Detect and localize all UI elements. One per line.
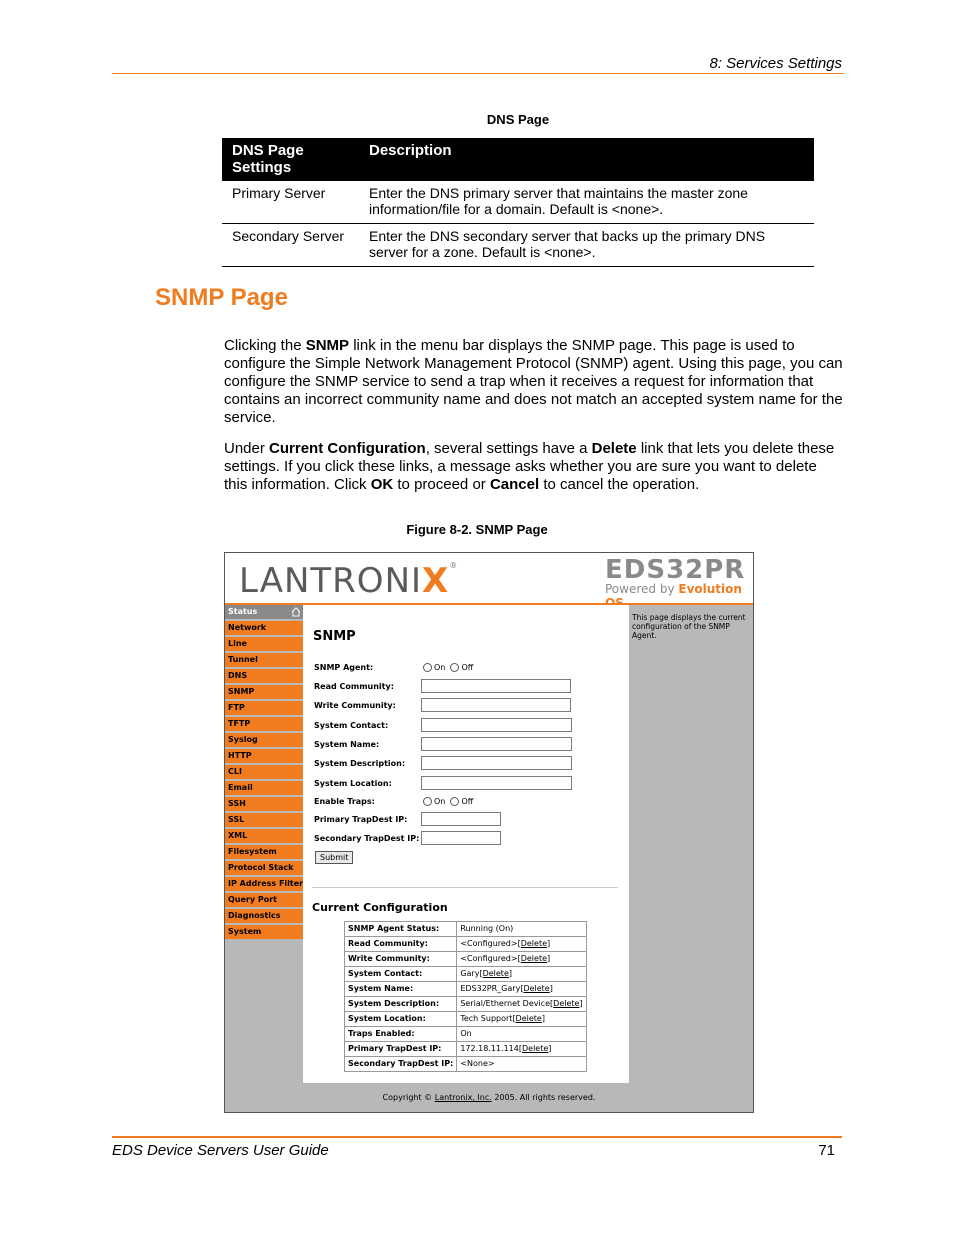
snmp-agent-off-radio[interactable]	[450, 663, 459, 672]
dns-settings-table	[222, 138, 814, 267]
divider	[312, 887, 618, 888]
table-row	[345, 922, 587, 937]
nav-item-status[interactable]: Status	[225, 605, 303, 619]
table-row	[345, 1042, 587, 1057]
config-key: Read Community:	[345, 937, 457, 952]
nav-item-xml[interactable]: XML	[225, 829, 303, 843]
config-value: 172.18.11.114[Delete]	[457, 1042, 586, 1057]
figure-caption: Figure 8-2. SNMP Page	[406, 522, 548, 537]
nav-item-query-port[interactable]: Query Port	[225, 893, 303, 907]
setting-cell: Primary Server	[222, 181, 359, 224]
delete-link[interactable]: Delete	[521, 1044, 549, 1053]
table-row	[222, 181, 814, 224]
radio-label: On	[434, 797, 446, 806]
snmp-agent-on-radio[interactable]	[423, 663, 432, 672]
field-label: System Description:	[314, 759, 406, 768]
traps-on-radio[interactable]	[423, 797, 432, 806]
table-row	[345, 1027, 587, 1042]
nav-item-email[interactable]: Email	[225, 781, 303, 795]
submit-button[interactable]: Submit	[315, 851, 353, 864]
product-name: EDS32PR	[605, 555, 746, 585]
config-key: Traps Enabled:	[345, 1027, 457, 1042]
system-contact-input[interactable]	[421, 718, 572, 732]
nav-item-ssl[interactable]: SSL	[225, 813, 303, 827]
table-header-row	[222, 138, 814, 181]
table-caption: DNS Page	[486, 112, 550, 127]
field-label: SNMP Agent:	[314, 663, 374, 672]
config-key: Primary TrapDest IP:	[345, 1042, 457, 1057]
config-key: Write Community:	[345, 952, 457, 967]
nav-item-diagnostics[interactable]: Diagnostics	[225, 909, 303, 923]
traps-off-radio[interactable]	[450, 797, 459, 806]
field-label: System Location:	[314, 779, 392, 788]
config-value: On	[457, 1027, 586, 1042]
field-label: Read Community:	[314, 682, 394, 691]
delete-link[interactable]: Delete	[515, 1014, 542, 1023]
column-header-setting: DNS Page Settings	[222, 138, 359, 181]
table-row	[345, 967, 587, 982]
section-heading: SNMP Page	[155, 284, 288, 311]
delete-link[interactable]: Delete	[553, 999, 580, 1008]
nav-item-http[interactable]: HTTP	[225, 749, 303, 763]
delete-link[interactable]: Delete	[520, 954, 548, 963]
chapter-header: 8: Services Settings	[709, 55, 842, 72]
nav-item-snmp[interactable]: SNMP	[225, 685, 303, 699]
field-label: Primary TrapDest IP:	[314, 815, 408, 824]
primary-trapdest-input[interactable]	[421, 812, 501, 826]
nav-item-cli[interactable]: CLI	[225, 765, 303, 779]
snmp-form-panel	[303, 605, 629, 1083]
config-key: System Name:	[345, 982, 457, 997]
system-location-input[interactable]	[421, 776, 572, 790]
system-description-input[interactable]	[421, 756, 572, 770]
page-title: SNMP	[313, 629, 356, 644]
field-label: Write Community:	[314, 701, 396, 710]
description-cell: Enter the DNS secondary server that backs up the primary DNS server for a zone. Default is <none>.	[359, 224, 814, 267]
config-key: Secondary TrapDest IP:	[345, 1057, 457, 1072]
nav-item-network[interactable]: Network	[225, 621, 303, 635]
secondary-trapdest-input[interactable]	[421, 831, 501, 845]
snmp-screenshot-figure	[224, 552, 754, 1113]
table-row	[222, 224, 814, 267]
setting-cell: Secondary Server	[222, 224, 359, 267]
table-row	[345, 937, 587, 952]
snmp-agent-radio-group	[423, 663, 473, 672]
header-rule	[112, 73, 844, 74]
config-value: Gary[Delete]	[457, 967, 586, 982]
description-cell: Enter the DNS primary server that maintains the master zone information/file for a domain. Default is <none>.	[359, 181, 814, 224]
table-row	[345, 952, 587, 967]
figure-banner	[225, 553, 753, 605]
nav-item-ip-address-filter[interactable]: IP Address Filter	[225, 877, 303, 891]
table-row	[345, 1057, 587, 1072]
table-row	[345, 1012, 587, 1027]
config-value: Tech Support[Delete]	[457, 1012, 586, 1027]
nav-item-ftp[interactable]: FTP	[225, 701, 303, 715]
radio-label: On	[434, 663, 446, 672]
config-value: EDS32PR_Gary[Delete]	[457, 982, 586, 997]
radio-label: Off	[461, 797, 474, 806]
read-community-input[interactable]	[421, 679, 571, 693]
config-key: SNMP Agent Status:	[345, 922, 457, 937]
config-value: Serial/Ethernet Device[Delete]	[457, 997, 586, 1012]
field-label: System Name:	[314, 740, 380, 749]
nav-item-tunnel[interactable]: Tunnel	[225, 653, 303, 667]
nav-menu	[225, 605, 303, 1083]
figure-copyright: Copyright © Lantronix, Inc. 2005. All rights reserved.	[225, 1083, 753, 1112]
table-row	[345, 997, 587, 1012]
powered-by: Powered by Evolution	[605, 582, 742, 596]
lantronix-link[interactable]: Lantronix, Inc.	[434, 1093, 492, 1102]
enable-traps-radio-group	[423, 797, 473, 806]
nav-item-filesystem[interactable]: Filesystem	[225, 845, 303, 859]
field-label: Secondary TrapDest IP:	[314, 834, 420, 843]
nav-item-dns[interactable]: DNS	[225, 669, 303, 683]
config-key: System Contact:	[345, 967, 457, 982]
page-number: 71	[818, 1142, 835, 1159]
config-key: System Description:	[345, 997, 457, 1012]
footer-rule	[112, 1136, 842, 1138]
delete-link[interactable]: Delete	[523, 984, 550, 993]
column-header-description: Description	[359, 138, 814, 181]
nav-item-syslog[interactable]: Syslog	[225, 733, 303, 747]
lantronix-logo: LANTRONIX®	[239, 561, 459, 601]
delete-link[interactable]: Delete	[482, 969, 509, 978]
table-row	[345, 982, 587, 997]
help-panel: This page displays the current configuration of the SNMP Agent.	[629, 605, 753, 1083]
system-name-input[interactable]	[421, 737, 572, 751]
write-community-input[interactable]	[421, 698, 571, 712]
config-value: <Configured>[Delete]	[457, 952, 586, 967]
config-value: <Configured>[Delete]	[457, 937, 586, 952]
config-value: Running (On)	[457, 922, 586, 937]
nav-item-ssh[interactable]: SSH	[225, 797, 303, 811]
radio-label: Off	[461, 663, 474, 672]
field-label: Enable Traps:	[314, 797, 375, 806]
current-config-title: Current Configuration	[312, 901, 448, 914]
house-icon	[291, 607, 301, 617]
delete-link[interactable]: Delete	[520, 939, 548, 948]
footer-title: EDS Device Servers User Guide	[112, 1142, 329, 1159]
nav-item-line[interactable]: Line	[225, 637, 303, 651]
config-value: <None>	[457, 1057, 586, 1072]
current-config-table	[344, 921, 587, 1072]
nav-item-tftp[interactable]: TFTP	[225, 717, 303, 731]
nav-item-system[interactable]: System	[225, 925, 303, 939]
intro-paragraph: Clicking the SNMP link in the menu bar displays the SNMP page. This page is used to configure the Simple Network Management Protocol (SNMP) agent. Using this page, you can configure the SNMP service to send a trap when it receives a request for information that contains an incorrect community name and does not match an accepted system name for the service.	[224, 337, 843, 426]
config-key: System Location:	[345, 1012, 457, 1027]
nav-item-protocol-stack[interactable]: Protocol Stack	[225, 861, 303, 875]
field-label: System Contact:	[314, 721, 389, 730]
delete-paragraph: Under Current Configuration, several settings have a Delete link that lets you delete these settings. If you click these links, a message asks whether you are sure you want to delete this information. Click OK to proceed or Cancel to cancel the operation.	[224, 440, 835, 493]
